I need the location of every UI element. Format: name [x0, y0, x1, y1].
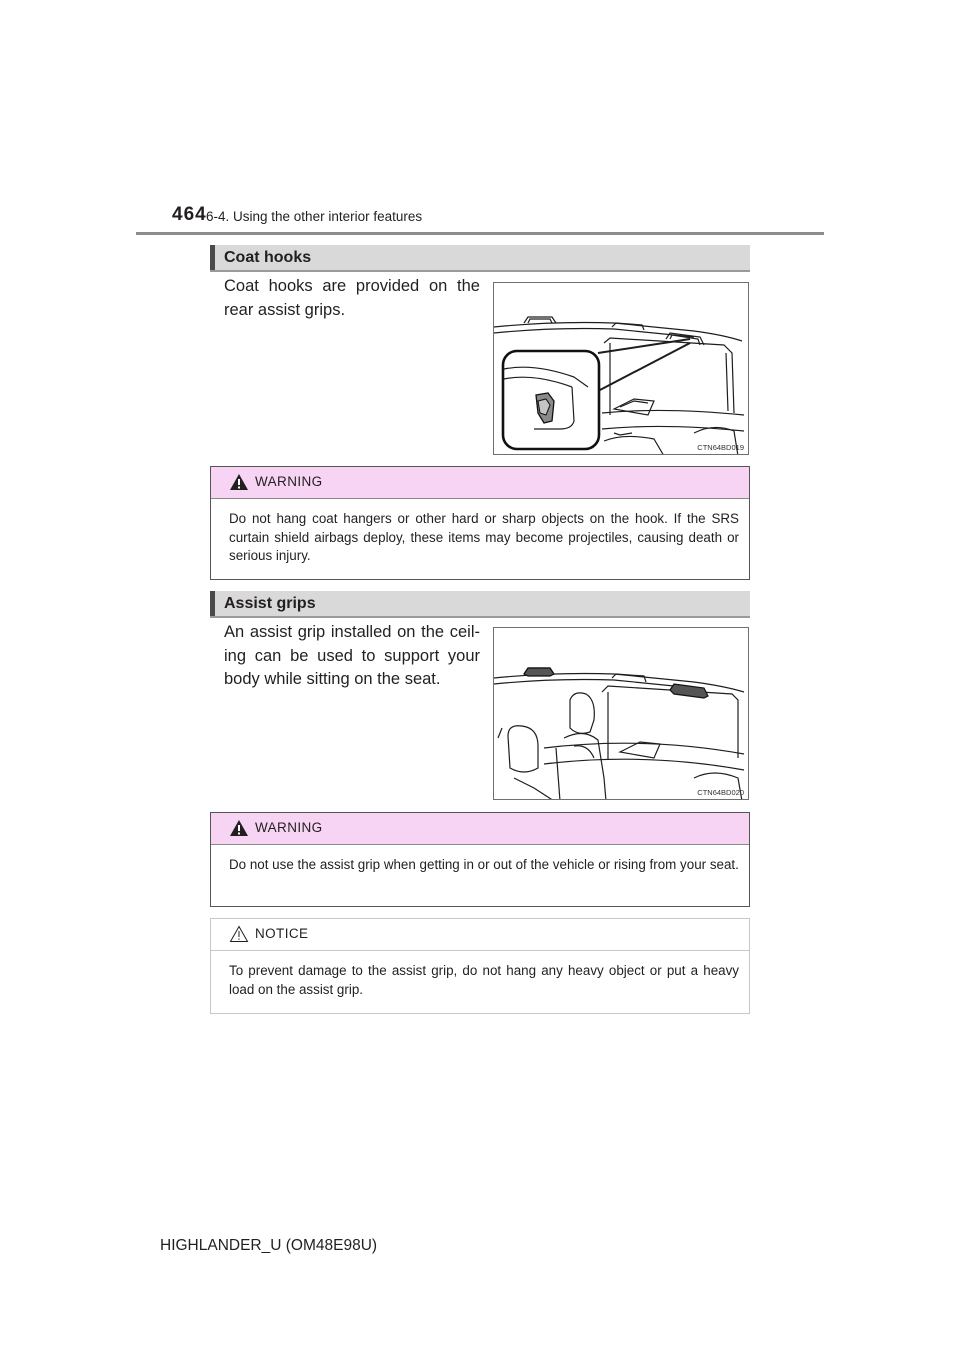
warning-box-coat-hooks — [210, 466, 750, 580]
warning-text: Do not use the assist grip when getting in or out of the vehicle or rising from your seat. — [229, 857, 739, 872]
figure-code: CTN64BD019 — [697, 443, 744, 452]
figure-code: CTN64BD020 — [697, 788, 744, 797]
warning-icon — [229, 473, 249, 491]
warning-text: Do not hang coat hangers or other hard or sharp objects on the hook. If the SRS curtain shield airbags deploy, these items may become projectiles, causing death or serious injury. — [229, 511, 739, 563]
footer-model-code: HIGHLANDER_U (OM48E98U) — [160, 1237, 378, 1254]
coat-hooks-heading — [210, 245, 750, 272]
notice-header — [211, 919, 749, 951]
notice-label: NOTICE — [255, 926, 309, 941]
assist-grip-drawing — [494, 628, 749, 800]
heading-marker — [210, 245, 215, 270]
coat-hook-illustration — [493, 282, 749, 455]
notice-text: To prevent damage to the assist grip, do not hang any heavy object or put a heavy load on the assist grip. — [229, 963, 739, 997]
warning-icon — [229, 819, 249, 837]
warning-header — [211, 813, 749, 845]
warning-label: WARNING — [255, 820, 323, 835]
assist-grips-text: An assist grip installed on the ceil-ing can be used to support your body while sitting on the seat. — [224, 623, 480, 688]
caution-icon — [229, 925, 249, 943]
header-rule — [136, 232, 824, 235]
notice-box — [210, 918, 750, 1014]
coat-hooks-title: Coat hooks — [224, 249, 312, 266]
assist-grips-heading — [210, 591, 750, 618]
warning-label: WARNING — [255, 474, 323, 489]
assist-grips-title: Assist grips — [224, 595, 316, 612]
warning-box-assist-grips — [210, 812, 750, 907]
warning-header — [211, 467, 749, 499]
heading-marker — [210, 591, 215, 616]
coat-hooks-text: Coat hooks are provided on the rear assist grips. — [224, 277, 480, 319]
section-title: 6-4. Using the other interior features — [206, 209, 423, 224]
assist-grip-illustration — [493, 627, 749, 800]
coat-hook-drawing — [494, 283, 749, 455]
page-number: 464 — [172, 204, 207, 225]
